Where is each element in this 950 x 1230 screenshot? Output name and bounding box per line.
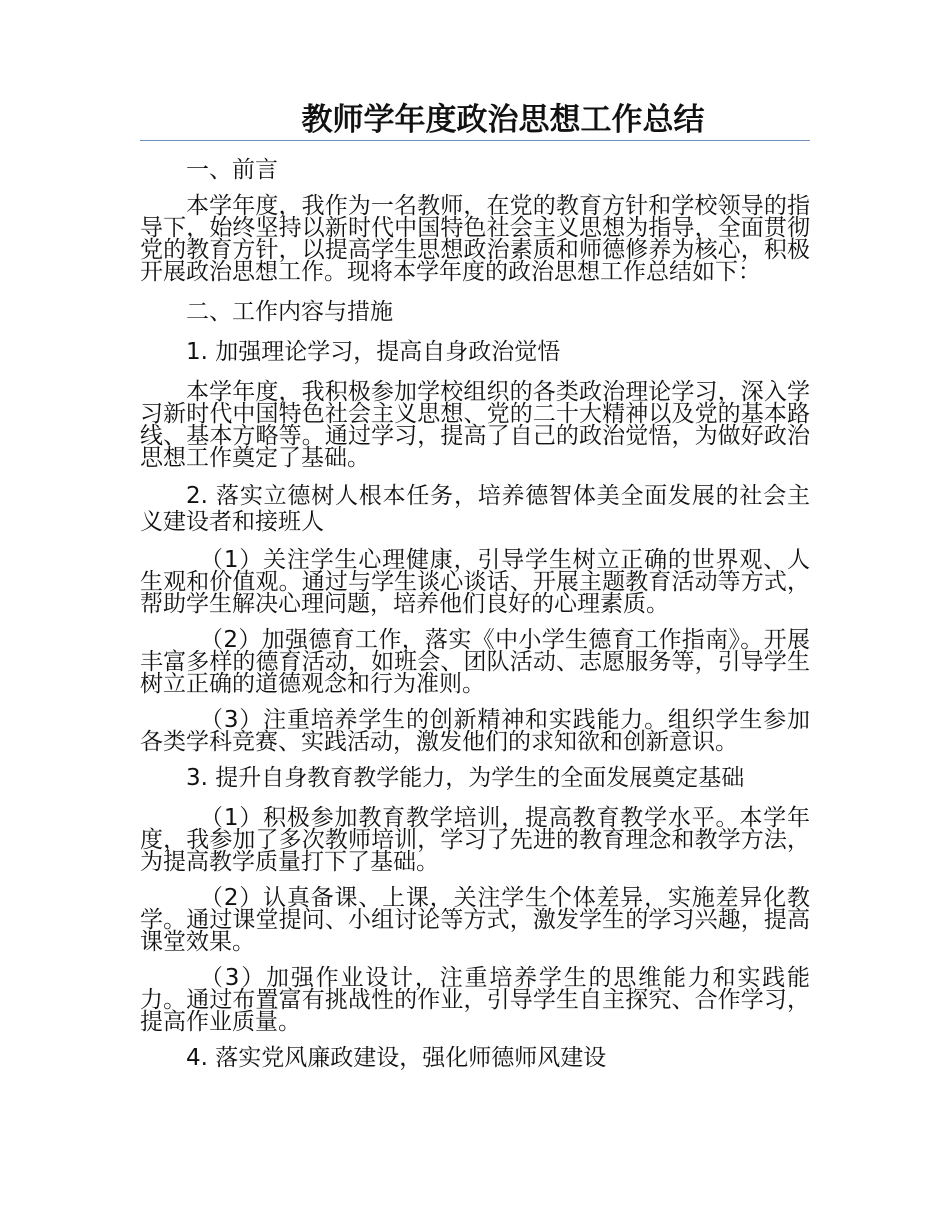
document-page [140,100,810,1073]
item-heading-theory-study: 1. 加强理论学习，提高自身政治觉悟 [186,339,561,365]
item-heading-teaching-ability: 3. 提升自身教育教学能力，为学生的全面发展奠定基础 [186,765,745,791]
title-underline [140,140,810,141]
theory-study-paragraph: 本学年度，我积极参加学校组织的各类政治理论学习，深入学习新时代中国特色社会主义思想、党的二十大精神以及党的基本路线、基本方略等。通过学习，提高了自己的政治觉悟，为做好政治思想工作奠定了基础。 [140,379,810,471]
preface-paragraph: 本学年度，我作为一名教师，在党的教育方针和学校领导的指导下，始终坚持以新时代中国特色社会主义思想为指导，全面贯彻党的教育方针，以提高学生思想政治素质和师德修养为核心，积极开展政治思想工作。现将本学年度的政治思想工作总结如下： [140,193,810,285]
teaching-ability-sub-3: （3）加强作业设计，注重培养学生的思维能力和实践能力。通过布置富有挑战性的作业，引导学生自主探究、合作学习，提高作业质量。 [140,965,810,1035]
section-heading-work-content: 二、工作内容与措施 [186,299,393,325]
moral-education-sub-3: （3）注重培养学生的创新精神和实践能力。组织学生参加各类学科竞赛、实践活动，激发他们的求知欲和创新意识。 [140,707,810,755]
section-heading-preface: 一、前言 [186,157,278,183]
teaching-ability-sub-2: （2）认真备课、上课，关注学生个体差异，实施差异化教学。通过课堂提问、小组讨论等方式，激发学生的学习兴趣，提高课堂效果。 [140,885,810,955]
teaching-ability-sub-1: （1）积极参加教育教学培训，提高教育教学水平。本学年度，我参加了多次教师培训，学习了先进的教育理念和教学方法，为提高教学质量打下了基础。 [140,805,810,875]
item-heading-integrity: 4. 落实党风廉政建设，强化师德师风建设 [186,1045,607,1071]
moral-education-sub-2: （2）加强德育工作，落实《中小学生德育工作指南》。开展丰富多样的德育活动，如班会、团队活动、志愿服务等，引导学生树立正确的道德观念和行为准则。 [140,627,810,697]
moral-education-sub-1: （1）关注学生心理健康，引导学生树立正确的世界观、人生观和价值观。通过与学生谈心谈话、开展主题教育活动等方式，帮助学生解决心理问题，培养他们良好的心理素质。 [140,547,810,617]
page-title: 教师学年度政治思想工作总结 [301,102,705,138]
item-heading-moral-education: 2. 落实立德树人根本任务，培养德智体美全面发展的社会主义建设者和接班人 [140,483,810,535]
